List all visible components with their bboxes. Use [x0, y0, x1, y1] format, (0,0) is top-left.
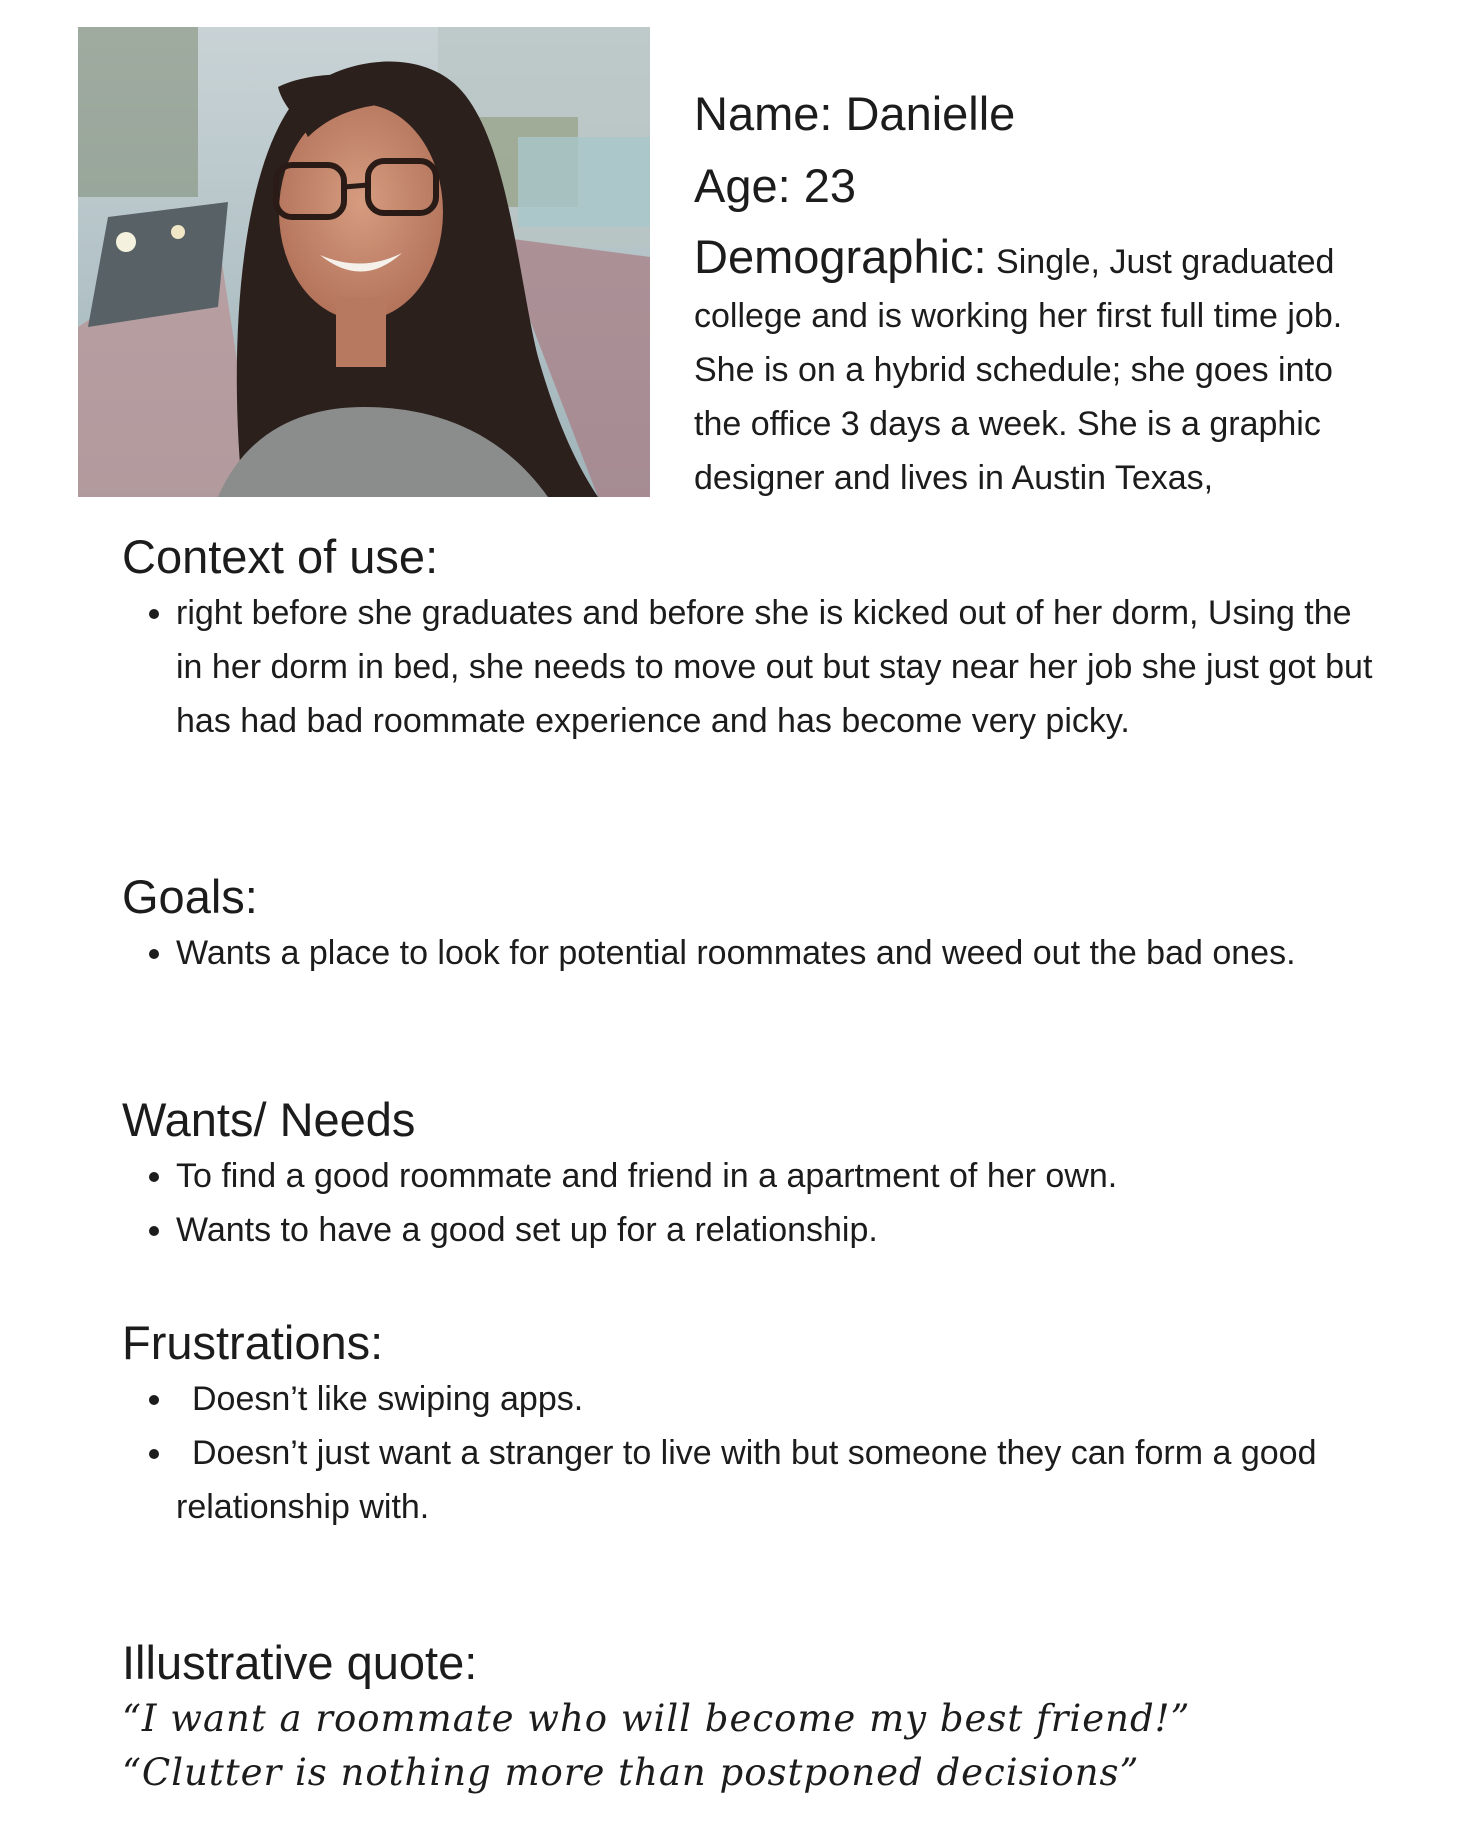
persona-photo — [78, 27, 650, 497]
frustrations-section — [122, 1314, 1382, 1534]
goals-heading: Goals: — [122, 870, 258, 923]
illustrative-quote-heading: Illustrative quote: — [122, 1636, 478, 1689]
illustrative-quote-section — [122, 1634, 1382, 1800]
persona-name: Name: Danielle — [694, 87, 1016, 140]
goals-section — [122, 868, 1382, 980]
list-item: • Wants a place to look for potential roommates and weed out the bad ones. — [176, 926, 1382, 980]
frustrations-list — [122, 1372, 1382, 1534]
context-of-use-heading: Context of use: — [122, 530, 439, 583]
quote-line: “Clutter is nothing more than postponed decisions” — [122, 1751, 1140, 1794]
list-item: • right before she graduates and before she is kicked out of her dorm, Using the in her dorm in bed, she needs to move out but stay near her job she just got but has had bad roommate experience and has become very picky. — [176, 586, 1382, 748]
persona-profile — [694, 78, 1384, 505]
list-item: • To find a good roommate and friend in a apartment of her own. — [176, 1149, 1382, 1203]
demographic-label: Demographic: — [694, 230, 987, 283]
demographic-text: Single, Just graduated college and is working her first full time job. She is on a hybrid schedule; she goes into the office 3 days a week. She is a graphic designer and lives in Austin Texas, — [694, 243, 1343, 497]
persona-age: Age: 23 — [694, 159, 857, 212]
list-item: • Doesn’t just want a stranger to live with but someone they can form a good relationship with. — [176, 1426, 1382, 1534]
wants-needs-section — [122, 1091, 1382, 1257]
context-of-use-list — [122, 586, 1382, 748]
goals-list — [122, 926, 1382, 980]
wants-needs-heading: Wants/ Needs — [122, 1093, 416, 1146]
list-item: • Doesn’t like swiping apps. — [176, 1372, 1382, 1426]
context-of-use-section — [122, 528, 1382, 748]
frustrations-heading: Frustrations: — [122, 1316, 384, 1369]
wants-needs-list — [122, 1149, 1382, 1257]
persona-demographic — [694, 230, 1384, 505]
quote-line: “I want a roommate who will become my best friend!” — [122, 1697, 1191, 1740]
list-item: • Wants to have a good set up for a relationship. — [176, 1203, 1382, 1257]
